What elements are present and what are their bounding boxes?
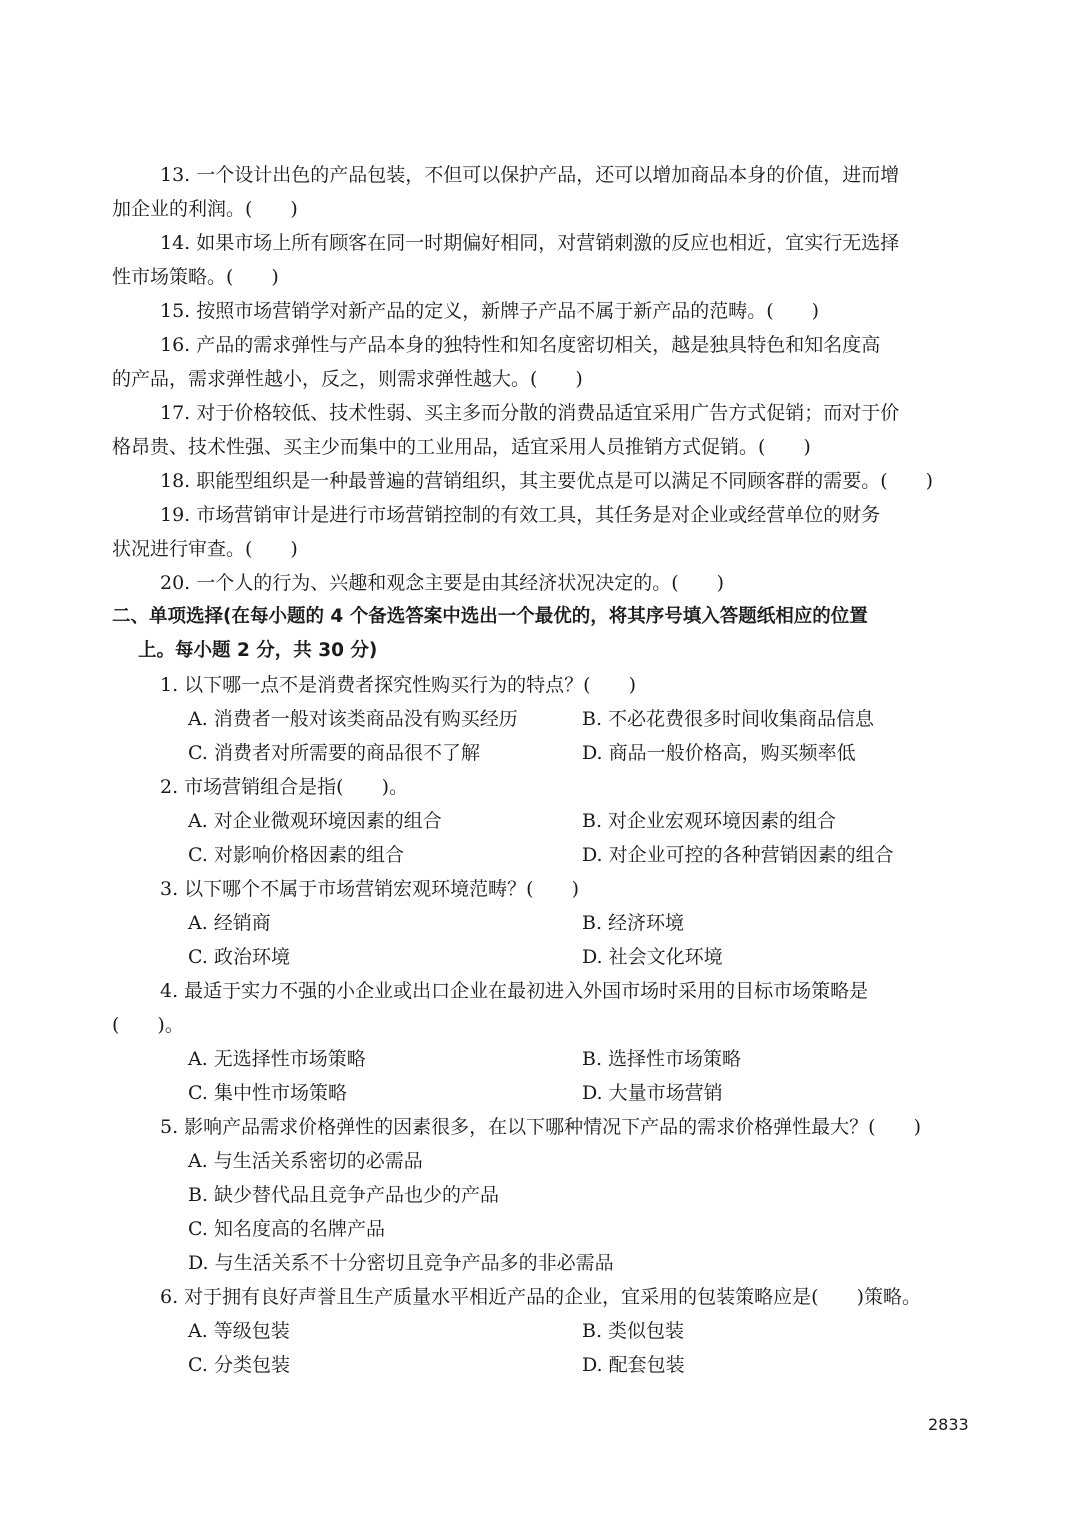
mc-3-options-row-1 xyxy=(112,906,992,940)
mc-6-option-c: C. 分类包装 xyxy=(188,1354,290,1376)
mc-5-option-a: A. 与生活关系密切的必需品 xyxy=(188,1150,423,1172)
mc-5-option-d: D. 与生活关系不十分密切且竞争产品多的非必需品 xyxy=(188,1252,614,1274)
mc-3-options-row-2 xyxy=(112,940,992,974)
question-20-line-1: 20. 一个人的行为、兴趣和观念主要是由其经济状况决定的。( ) xyxy=(160,572,725,594)
mc-3-option-b: B. 经济环境 xyxy=(582,912,685,934)
question-18-line-1: 18. 职能型组织是一种最普遍的营销组织，其主要优点是可以满足不同顾客群的需要。( ) xyxy=(160,470,934,492)
mc-6-option-b: B. 类似包装 xyxy=(582,1320,685,1342)
mc-6-option-a: A. 等级包装 xyxy=(188,1320,290,1342)
question-17-line-2: 格昂贵、技术性强、买主少而集中的工业用品，适宜采用人员推销方式促销。( ) xyxy=(112,436,811,458)
mc-1-option-b: B. 不必花费很多时间收集商品信息 xyxy=(582,708,875,730)
section-2-heading-line-2: 上。每小题 2 分，共 30 分) xyxy=(138,640,378,661)
section-2-heading-line-1: 二、单项选择(在每小题的 4 个备选答案中选出一个最优的，将其序号填入答题纸相应的位置 xyxy=(112,606,868,627)
mc-3-stem: 3. 以下哪个不属于市场营销宏观环境范畴？( ) xyxy=(160,878,579,900)
mc-4-option-a: A. 无选择性市场策略 xyxy=(188,1048,366,1070)
mc-2-options-row-2 xyxy=(112,838,992,872)
question-16-line-1: 16. 产品的需求弹性与产品本身的独特性和知名度密切相关，越是独具特色和知名度高 xyxy=(160,334,881,356)
mc-2-stem: 2. 市场营销组合是指( )。 xyxy=(160,776,408,798)
mc-1-option-a: A. 消费者一般对该类商品没有购买经历 xyxy=(188,708,518,730)
question-19-line-1: 19. 市场营销审计是进行市场营销控制的有效工具，其任务是对企业或经营单位的财务 xyxy=(160,504,881,526)
page-number: 2833 xyxy=(928,1415,969,1434)
mc-1-option-d: D. 商品一般价格高，购买频率低 xyxy=(582,742,856,764)
mc-4-stem-line-1: 4. 最适于实力不强的小企业或出口企业在最初进入外国市场时采用的目标市场策略是 xyxy=(160,980,869,1002)
question-14-line-2: 性市场策略。( ) xyxy=(112,266,279,288)
mc-1-stem: 1. 以下哪一点不是消费者探究性购买行为的特点？( ) xyxy=(160,674,636,696)
mc-3-option-c: C. 政治环境 xyxy=(188,946,290,968)
mc-5-option-c: C. 知名度高的名牌产品 xyxy=(188,1218,385,1240)
mc-1-option-c: C. 消费者对所需要的商品很不了解 xyxy=(188,742,480,764)
question-15-line-1: 15. 按照市场营销学对新产品的定义，新牌子产品不属于新产品的范畴。( ) xyxy=(160,300,820,322)
mc-2-option-d: D. 对企业可控的各种营销因素的组合 xyxy=(582,844,894,866)
exam-content xyxy=(112,158,992,1382)
mc-4-options-row-1 xyxy=(112,1042,992,1076)
question-13-line-1: 13. 一个设计出色的产品包装，不但可以保护产品，还可以增加商品本身的价值，进而增 xyxy=(160,164,900,186)
question-19-line-2: 状况进行审查。( ) xyxy=(112,538,298,560)
mc-2-options-row-1 xyxy=(112,804,992,838)
mc-4-option-c: C. 集中性市场策略 xyxy=(188,1082,347,1104)
mc-5-option-b: B. 缺少替代品且竞争产品也少的产品 xyxy=(188,1184,500,1206)
mc-1-options-row-1 xyxy=(112,702,992,736)
mc-2-option-a: A. 对企业微观环境因素的组合 xyxy=(188,810,442,832)
mc-5-stem: 5. 影响产品需求价格弹性的因素很多，在以下哪种情况下产品的需求价格弹性最大？( ) xyxy=(160,1116,921,1138)
mc-4-options-row-2 xyxy=(112,1076,992,1110)
mc-1-options-row-2 xyxy=(112,736,992,770)
mc-3-option-d: D. 社会文化环境 xyxy=(582,946,723,968)
question-17-line-1: 17. 对于价格较低、技术性弱、买主多而分散的消费品适宜采用广告方式促销；而对于价 xyxy=(160,402,900,424)
mc-3-option-a: A. 经销商 xyxy=(188,912,271,934)
mc-6-stem: 6. 对于拥有良好声誉且生产质量水平相近产品的企业，宜采用的包装策略应是( )策略。 xyxy=(160,1286,921,1308)
question-14-line-1: 14. 如果市场上所有顾客在同一时期偏好相同，对营销刺激的反应也相近，宜实行无选择 xyxy=(160,232,900,254)
mc-6-options-row-1 xyxy=(112,1314,992,1348)
mc-4-option-b: B. 选择性市场策略 xyxy=(582,1048,742,1070)
mc-6-options-row-2 xyxy=(112,1348,992,1382)
mc-4-stem-line-2: ( )。 xyxy=(112,1014,184,1036)
mc-6-option-d: D. 配套包装 xyxy=(582,1354,685,1376)
question-16-line-2: 的产品，需求弹性越小，反之，则需求弹性越大。( ) xyxy=(112,368,583,390)
mc-2-option-b: B. 对企业宏观环境因素的组合 xyxy=(582,810,837,832)
mc-2-option-c: C. 对影响价格因素的组合 xyxy=(188,844,404,866)
question-13-line-2: 加企业的利润。( ) xyxy=(112,198,298,220)
mc-4-option-d: D. 大量市场营销 xyxy=(582,1082,723,1104)
